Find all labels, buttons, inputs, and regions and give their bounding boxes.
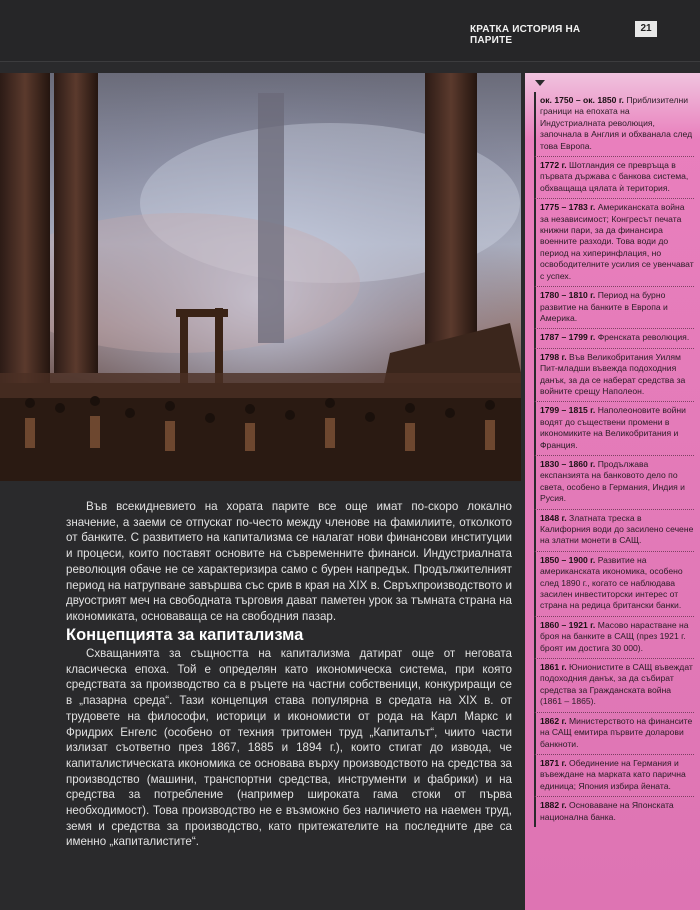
timeline-date: 1860 – 1921 г. — [540, 619, 596, 630]
timeline-list — [534, 92, 694, 827]
section-heading: Концепцията за капитализма — [66, 626, 304, 644]
intro-paragraph: Във всекидневието на хората парите все още имат по-скоро локално значение, а заеми се отпускат по-често между членове на фамилиите, отколкото от банките. С развитието на капитализма се налагат нови финансови институции и процеси, които поставят основите на съвременните финанси. Индустриалната революция обаче не се характеризира само с бурен напредък. Продължителният период на натрупване завършва със срив в края на XIX в. Свръхпроизводството и двуострият меч на свободната търговия дават паметен урок за тъмната страна на икономиката, основаваща се на свободния пазар. — [66, 500, 512, 623]
page-number: 21 — [635, 21, 657, 37]
running-header-title: КРАТКА ИСТОРИЯ НА ПАРИТЕ — [470, 24, 581, 46]
timeline-date: 1848 г. — [540, 512, 567, 523]
timeline-text: Обединение на Германия и въвеждане на марката като парична единица; Япония избира йената. — [540, 757, 686, 791]
timeline-item — [534, 92, 694, 157]
timeline-item — [534, 552, 694, 617]
industrial-revolution-photo — [0, 73, 521, 481]
timeline-date: 1780 – 1810 г. — [540, 290, 596, 301]
timeline-item — [534, 755, 694, 797]
second-chimney — [54, 73, 98, 373]
timeline-text: Продължава експанзията на банковото дело по света, особено в Германия, Индия и Русия. — [540, 458, 685, 504]
left-chimney — [0, 73, 50, 403]
timeline-item — [534, 456, 694, 510]
timeline-date: 1871 г. — [540, 757, 567, 768]
timeline-item — [534, 287, 694, 329]
timeline-text: Развитие на американската икономика, особено след 1890 г., когато се наблюдава засилен инвеститорски интерес от страна на редица британски банки. — [540, 554, 683, 611]
timeline-item — [534, 199, 694, 287]
timeline-text: Основаване на Японската национална банка. — [540, 800, 674, 822]
timeline-date: 1799 – 1815 г. — [540, 405, 596, 416]
timeline-date: 1861 г. — [540, 662, 567, 673]
body-paragraph-1 — [66, 499, 512, 625]
timeline-date: 1787 – 1799 г. — [540, 332, 596, 343]
timeline-text: Френската революция. — [597, 332, 690, 343]
timeline-date: 1775 – 1783 г. — [540, 202, 596, 213]
timeline-item — [534, 659, 694, 713]
timeline-text: Юнионистите в САЩ въвеждат подоходния данък, за да събират средства за Гражданската война (1861 – 1865). — [540, 662, 693, 707]
timeline-text: Министерството на финансите на САЩ емитира първите доларови банкноти. — [540, 715, 693, 749]
timeline-item — [534, 349, 694, 403]
timeline-date: 1850 – 1900 г. — [540, 554, 596, 565]
timeline-text: Наполеоновите войни водят до съществени промени в икономиките на Великобритания и Франция. — [540, 405, 686, 450]
timeline-item — [534, 157, 694, 199]
photo-illustration — [0, 73, 521, 481]
timeline-item — [534, 510, 694, 552]
capitalism-paragraph: Схващанията за същността на капитализма датират още от неговата класическа епоха. Той е определян като икономическа система, при която средствата за производство са в ръцете на частни собственици, конкуриращи се в „пазарна среда“. Тази концепция става популярна в средата на XIX в. от трудовете на философи, историци и икономисти от рода на Карл Маркс и Фридрих Енгелс (особено от техния тритомен труд „Капиталът“, чиито части излизат съответно през 1867, 1885 и 1894 г.), които стигат до извода, че капиталистическата икономика се основава върху производството на средства за производство (машини, транспортни средства, инструменти и фабрики) и на средства за потребление (например широката гама стоки от първа необходимост). Това производство не е възможно без наличието на наемен труд, земя и средства за производство, като притежателите на последните две са именно „капиталистите“. — [66, 647, 512, 849]
timeline-text: Златната треска в Калифорния води до засилено сечене на златни монети в САЩ. — [540, 512, 694, 546]
timeline-date: 1882 г. — [540, 800, 567, 811]
distant-chimney — [258, 93, 284, 343]
header-divider — [0, 61, 700, 62]
timeline-text: Период на бурно развитие на банките в Европа и Америка. — [540, 290, 668, 323]
timeline-text: Масово нарастване на броя на банките в САЩ (през 1921 г. броят им достига 30 000). — [540, 619, 689, 653]
timeline-item — [534, 797, 694, 827]
timeline-date: 1862 г. — [540, 715, 567, 726]
right-chimney — [425, 73, 477, 373]
timeline-item — [534, 617, 694, 659]
timeline-date: 1798 г. — [540, 351, 567, 362]
timeline-date: 1830 – 1860 г. — [540, 458, 596, 469]
body-paragraph-2 — [66, 646, 512, 850]
timeline-text: Във Великобритания Уилям Пит-младши въвежда подоходния данък, за да се наберат средства за войните срещу Наполеон. — [540, 351, 686, 396]
timeline-item — [534, 713, 694, 755]
timeline-arrow-icon — [535, 80, 545, 86]
timeline-date: 1772 г. — [540, 160, 567, 171]
timeline-text: Американската война за независимост; Конгресът печата книжни пари, за да финансира военните разходи. Това води до период на хиперинфлация, но освободителните усилия се увенчават с успех. — [540, 202, 694, 281]
timeline-date: ок. 1750 – ок. 1850 г. — [540, 95, 624, 105]
timeline-text: Приблизителни граници на епохата на Индустриалната революция, започнала в Англия и обхванала след това Европа. — [540, 95, 693, 151]
timeline-text: Шотландия се превръща в първата държава с банкова система, обхващаща цялата ѝ територия. — [540, 160, 689, 193]
timeline-item — [534, 402, 694, 456]
timeline-item — [534, 329, 694, 348]
